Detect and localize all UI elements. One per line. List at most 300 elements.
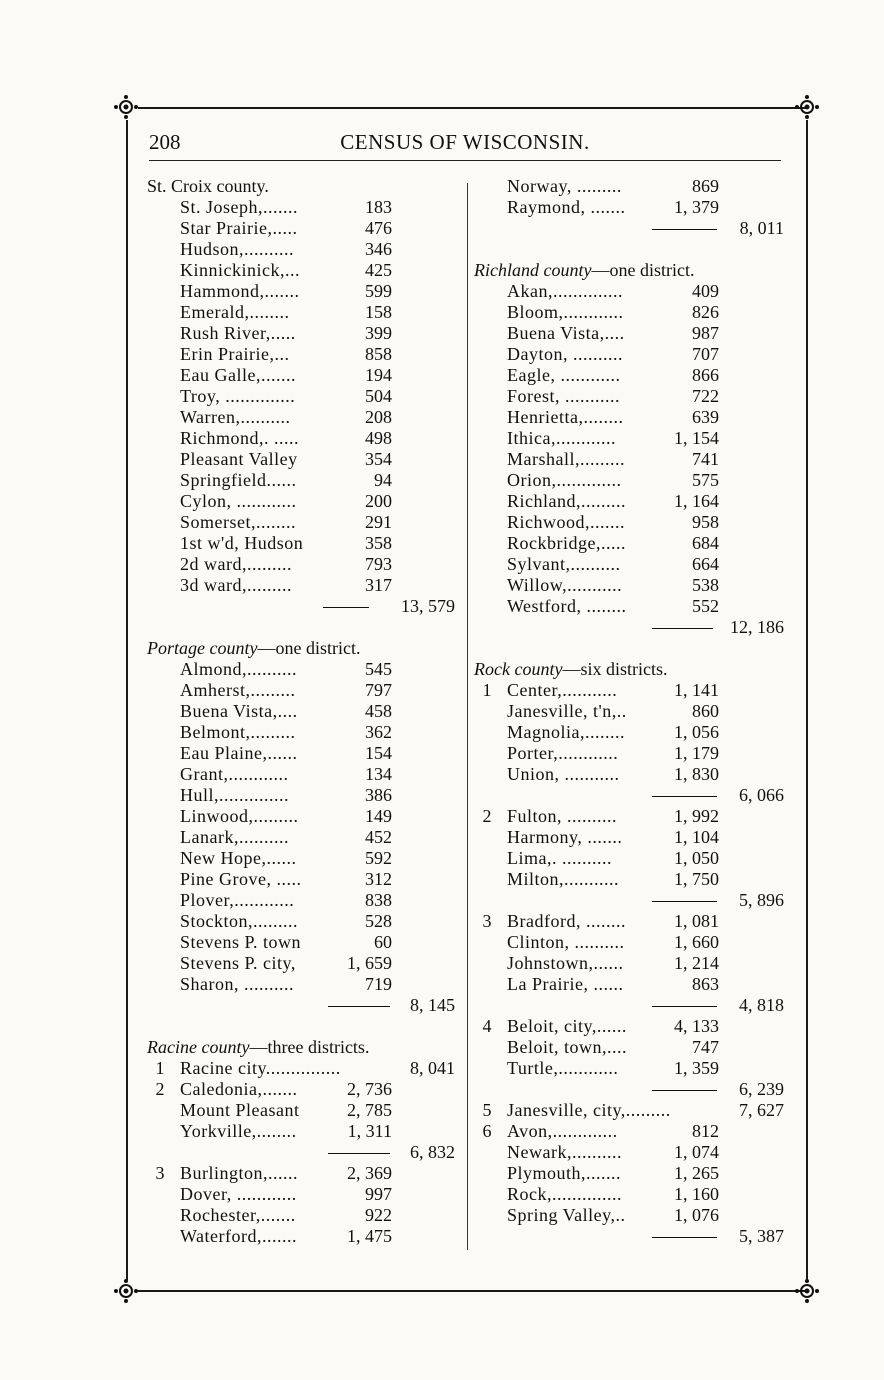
population-value: 1, 074 [674, 1142, 719, 1162]
page-number: 208 [149, 130, 181, 154]
town-name: Plover,............ [180, 890, 295, 910]
table-row [147, 722, 457, 743]
table-row [474, 449, 786, 470]
table-row [147, 974, 457, 995]
table-row [147, 260, 457, 281]
table-row [474, 554, 786, 575]
population-value: 2, 369 [347, 1163, 392, 1183]
header-rule [149, 160, 781, 161]
town-name: Stevens P. city, [180, 953, 296, 973]
table-row [147, 890, 457, 911]
town-name: Troy, .............. [180, 386, 296, 406]
town-name: Raymond, ....... [507, 197, 626, 217]
table-row [147, 386, 457, 407]
town-name: Grant,............ [180, 764, 289, 784]
population-value: 200 [365, 491, 392, 511]
town-name: Pine Grove, ..... [180, 869, 302, 889]
table-row [474, 1037, 786, 1058]
subtotal-rule [652, 1006, 717, 1007]
subtotal-rule [652, 1090, 717, 1091]
population-value: 2, 736 [347, 1079, 392, 1099]
subtotal-row [474, 785, 786, 806]
subtotal-rule [323, 607, 369, 608]
town-name: Stevens P. town [180, 932, 302, 952]
subtotal-row [474, 890, 786, 911]
population-value: 741 [692, 449, 719, 469]
district-count: —six districts. [562, 659, 668, 679]
town-name: 2d ward,......... [180, 554, 292, 574]
population-value: 2, 785 [347, 1100, 392, 1120]
population-value: 869 [692, 176, 719, 196]
table-row [474, 596, 786, 617]
population-value: 158 [365, 302, 392, 322]
table-row [474, 197, 786, 218]
table-row [147, 953, 457, 974]
town-name: St. Joseph,....... [180, 197, 299, 217]
table-row [474, 491, 786, 512]
county-heading-text [147, 1037, 369, 1058]
population-value: 7, 627 [739, 1100, 784, 1120]
table-row [474, 743, 786, 764]
town-name: Eau Galle,....... [180, 365, 296, 385]
town-name: Henrietta,........ [507, 407, 624, 427]
town-name: Magnolia,........ [507, 722, 625, 742]
town-name: Beloit, town,.... [507, 1037, 627, 1057]
district-number: 2 [155, 1079, 165, 1099]
town-name: Cylon, ............ [180, 491, 297, 511]
subtotal-row [474, 617, 786, 638]
left-column [147, 176, 457, 1247]
town-name: Belmont,......... [180, 722, 296, 742]
population-value: 987 [692, 323, 719, 343]
table-row [474, 281, 786, 302]
population-value: 797 [365, 680, 392, 700]
subtotal-value: 5, 896 [739, 890, 784, 910]
subtotal-row [474, 218, 786, 239]
population-value: 1, 830 [674, 764, 719, 784]
town-name: Clinton, .......... [507, 932, 625, 952]
town-name: Star Prairie,..... [180, 218, 298, 238]
town-name: Lima,. .......... [507, 848, 612, 868]
table-row [147, 827, 457, 848]
county-heading-text: St. Croix county. [147, 176, 269, 196]
county-heading-text [474, 260, 694, 281]
county-name: Racine county [147, 1037, 250, 1057]
population-value: 684 [692, 533, 719, 553]
population-value: 154 [365, 743, 392, 763]
population-value: 409 [692, 281, 719, 301]
town-name: Rush River,..... [180, 323, 296, 343]
district-count: —one district. [591, 260, 695, 280]
corner-ornament-icon [113, 1278, 139, 1304]
town-name: Stockton,......... [180, 911, 299, 931]
population-value: 386 [365, 785, 392, 805]
population-value: 1, 076 [674, 1205, 719, 1225]
town-name: Newark,.......... [507, 1142, 622, 1162]
table-row [474, 428, 786, 449]
town-name: Union, ........... [507, 764, 620, 784]
town-name: Eau Plaine,...... [180, 743, 298, 763]
town-name: Bradford, ........ [507, 911, 626, 931]
table-row [147, 1079, 457, 1100]
population-value: 1, 214 [674, 953, 719, 973]
table-row [474, 176, 786, 197]
table-row [474, 302, 786, 323]
population-value: 362 [365, 722, 392, 742]
town-name: Center,........... [507, 680, 618, 700]
county-heading [147, 1037, 457, 1058]
population-value: 592 [365, 848, 392, 868]
table-row [474, 512, 786, 533]
population-value: 528 [365, 911, 392, 931]
table-row [474, 344, 786, 365]
town-name: Avon,............. [507, 1121, 618, 1141]
subtotal-value: 4, 818 [739, 995, 784, 1015]
town-name: Hull,.............. [180, 785, 290, 805]
town-name: Rochester,....... [180, 1205, 296, 1225]
town-name: Plymouth,....... [507, 1163, 622, 1183]
table-row [147, 428, 457, 449]
town-name: Springfield...... [180, 470, 297, 490]
table-row [147, 575, 457, 596]
district-number: 6 [482, 1121, 492, 1141]
county-name: Rock county [474, 659, 563, 679]
county-heading [474, 260, 786, 281]
table-row [147, 659, 457, 680]
district-number: 4 [482, 1016, 492, 1036]
town-name: Buena Vista,.... [507, 323, 625, 343]
table-row [474, 1205, 786, 1226]
table-row [147, 848, 457, 869]
subtotal-rule [652, 628, 713, 629]
subtotal-row [147, 596, 457, 617]
town-name: Akan,.............. [507, 281, 623, 301]
table-row [474, 365, 786, 386]
table-row [147, 239, 457, 260]
table-row [474, 974, 786, 995]
town-name: Turtle,............ [507, 1058, 619, 1078]
population-value: 476 [365, 218, 392, 238]
population-value: 425 [365, 260, 392, 280]
town-name: Janesville, t'n,.. [507, 701, 627, 721]
population-value: 354 [365, 449, 392, 469]
town-name: Sylvant,.......... [507, 554, 621, 574]
town-name: Sharon, .......... [180, 974, 294, 994]
spacer [474, 638, 786, 659]
table-row [474, 701, 786, 722]
table-row [147, 470, 457, 491]
county-heading-text [147, 638, 360, 659]
subtotal-value: 8, 145 [410, 995, 455, 1015]
population-value: 1, 311 [347, 1121, 392, 1141]
table-row [147, 806, 457, 827]
population-value: 1, 081 [674, 911, 719, 931]
town-name: Fulton, .......... [507, 806, 618, 826]
population-value: 1, 160 [674, 1184, 719, 1204]
district-count: —one district. [257, 638, 361, 658]
town-name: Janesville, city,......... [507, 1100, 671, 1120]
subtotal-value: 5, 387 [739, 1226, 784, 1246]
population-value: 812 [692, 1121, 719, 1141]
table-row [147, 869, 457, 890]
town-name: Marshall,......... [507, 449, 625, 469]
table-row [147, 218, 457, 239]
town-name: Richmond,. ..... [180, 428, 299, 448]
corner-ornament-icon [113, 94, 139, 120]
population-value: 1, 050 [674, 848, 719, 868]
county-heading [147, 638, 457, 659]
table-row [147, 743, 457, 764]
corner-ornament-icon [794, 94, 820, 120]
table-row [147, 1100, 457, 1121]
right-column [474, 176, 786, 1247]
town-name: Somerset,........ [180, 512, 296, 532]
population-value: 826 [692, 302, 719, 322]
town-name: Milton,........... [507, 869, 620, 889]
population-value: 1, 164 [674, 491, 719, 511]
town-name: Rock,.............. [507, 1184, 622, 1204]
population-value: 545 [365, 659, 392, 679]
corner-ornament-icon [794, 1278, 820, 1304]
subtotal-value: 13, 579 [401, 596, 455, 616]
table-row [474, 827, 786, 848]
town-name: Orion,............. [507, 470, 622, 490]
table-row [147, 281, 457, 302]
subtotal-row [474, 1079, 786, 1100]
population-value: 722 [692, 386, 719, 406]
population-value: 458 [365, 701, 392, 721]
table-row [147, 197, 457, 218]
subtotal-row [474, 995, 786, 1016]
population-value: 1, 379 [674, 197, 719, 217]
table-row [474, 932, 786, 953]
table-row [474, 407, 786, 428]
table-row [474, 1163, 786, 1184]
population-value: 664 [692, 554, 719, 574]
population-value: 1, 179 [674, 743, 719, 763]
district-number: 1 [482, 680, 492, 700]
town-name: Almond,.......... [180, 659, 298, 679]
town-name: La Prairie, ...... [507, 974, 624, 994]
population-value: 1, 141 [674, 680, 719, 700]
town-name: Linwood,......... [180, 806, 299, 826]
district-number: 1 [155, 1058, 165, 1078]
population-value: 399 [365, 323, 392, 343]
subtotal-rule [652, 796, 717, 797]
town-name: Eagle, ............ [507, 365, 621, 385]
subtotal-rule [328, 1006, 390, 1007]
town-name: Porter,............ [507, 743, 619, 763]
town-name: Westford, ........ [507, 596, 627, 616]
town-name: Richland,......... [507, 491, 626, 511]
town-name: Yorkville,........ [180, 1121, 297, 1141]
town-name: Norway, ......... [507, 176, 622, 196]
population-value: 1, 750 [674, 869, 719, 889]
subtotal-rule [652, 901, 717, 902]
population-value: 1, 104 [674, 827, 719, 847]
table-row [474, 722, 786, 743]
table-row [147, 323, 457, 344]
town-name: 1st w'd, Hudson [180, 533, 304, 553]
population-value: 863 [692, 974, 719, 994]
spacer [147, 1016, 457, 1037]
town-name: Bloom,............ [507, 302, 624, 322]
town-name: Racine city............... [180, 1058, 341, 1078]
population-value: 1, 359 [674, 1058, 719, 1078]
population-value: 452 [365, 827, 392, 847]
table-row [474, 1142, 786, 1163]
population-value: 60 [374, 932, 392, 952]
table-row [147, 1163, 457, 1184]
population-value: 183 [365, 197, 392, 217]
border-bottom [138, 1290, 806, 1292]
population-value: 1, 056 [674, 722, 719, 742]
population-value: 498 [365, 428, 392, 448]
table-row [147, 407, 457, 428]
population-value: 208 [365, 407, 392, 427]
border-left [126, 120, 128, 1280]
page-header [149, 124, 781, 158]
table-row [474, 470, 786, 491]
town-name: New Hope,...... [180, 848, 297, 868]
running-title: CENSUS OF WISCONSIN. [340, 130, 590, 154]
population-value: 134 [365, 764, 392, 784]
table-row [147, 764, 457, 785]
population-value: 793 [365, 554, 392, 574]
population-value: 858 [365, 344, 392, 364]
table-row [474, 1058, 786, 1079]
population-value: 194 [365, 365, 392, 385]
subtotal-rule [328, 1153, 390, 1154]
population-value: 1, 475 [347, 1226, 392, 1246]
subtotal-value: 6, 832 [410, 1142, 455, 1162]
table-row [474, 911, 786, 932]
table-row [147, 533, 457, 554]
county-name: Richland county [474, 260, 592, 280]
border-right [806, 120, 808, 1280]
population-value: 838 [365, 890, 392, 910]
town-name: Pleasant Valley [180, 449, 298, 469]
table-row [474, 764, 786, 785]
town-name: Ithica,............ [507, 428, 616, 448]
table-row [147, 680, 457, 701]
table-row [147, 302, 457, 323]
table-row [147, 701, 457, 722]
district-count: —three districts. [249, 1037, 370, 1057]
district-number: 5 [482, 1100, 492, 1120]
population-value: 860 [692, 701, 719, 721]
town-name: Rockbridge,..... [507, 533, 626, 553]
population-value: 719 [365, 974, 392, 994]
population-value: 94 [374, 470, 392, 490]
town-name: Waterford,....... [180, 1226, 298, 1246]
spacer [147, 617, 457, 638]
subtotal-row [147, 995, 457, 1016]
town-name: Erin Prairie,... [180, 344, 290, 364]
subtotal-value: 12, 186 [730, 617, 784, 637]
table-row [147, 1226, 457, 1247]
town-name: Kinnickinick,... [180, 260, 300, 280]
population-value: 1, 660 [674, 932, 719, 952]
county-heading [147, 176, 457, 197]
population-value: 1, 992 [674, 806, 719, 826]
town-name: Mount Pleasant [180, 1100, 300, 1120]
district-number: 3 [155, 1163, 165, 1183]
table-row [474, 869, 786, 890]
population-value: 149 [365, 806, 392, 826]
table-row [147, 365, 457, 386]
table-row [147, 1205, 457, 1226]
district-number: 3 [482, 911, 492, 931]
town-name: Warren,.......... [180, 407, 291, 427]
table-row [147, 491, 457, 512]
table-row [474, 848, 786, 869]
table-row [147, 449, 457, 470]
table-row [147, 344, 457, 365]
table-row [474, 1121, 786, 1142]
population-value: 291 [365, 512, 392, 532]
population-value: 922 [365, 1205, 392, 1225]
table-row [147, 932, 457, 953]
subtotal-rule [652, 229, 717, 230]
table-row [474, 1100, 786, 1121]
subtotal-value: 6, 239 [739, 1079, 784, 1099]
subtotal-rule [652, 1237, 717, 1238]
population-value: 4, 133 [674, 1016, 719, 1036]
population-value: 1, 265 [674, 1163, 719, 1183]
population-value: 8, 041 [410, 1058, 455, 1078]
table-row [147, 911, 457, 932]
table-row [474, 1184, 786, 1205]
town-name: Forest, ........... [507, 386, 620, 406]
table-row [474, 533, 786, 554]
county-name: Portage county [147, 638, 258, 658]
population-value: 747 [692, 1037, 719, 1057]
population-value: 504 [365, 386, 392, 406]
population-value: 552 [692, 596, 719, 616]
population-value: 575 [692, 470, 719, 490]
population-value: 317 [365, 575, 392, 595]
subtotal-value: 6, 066 [739, 785, 784, 805]
population-value: 358 [365, 533, 392, 553]
town-name: Emerald,........ [180, 302, 290, 322]
subtotal-row [474, 1226, 786, 1247]
table-row [147, 1058, 457, 1079]
population-value: 346 [365, 239, 392, 259]
town-name: Dover, ............ [180, 1184, 297, 1204]
town-name: Burlington,...... [180, 1163, 299, 1183]
table-row [474, 953, 786, 974]
town-name: Hammond,....... [180, 281, 300, 301]
population-value: 599 [365, 281, 392, 301]
spacer [474, 239, 786, 260]
column-divider [467, 183, 468, 1250]
population-value: 312 [365, 869, 392, 889]
population-value: 707 [692, 344, 719, 364]
table-row [147, 1121, 457, 1142]
table-row [147, 512, 457, 533]
town-name: 3d ward,......... [180, 575, 292, 595]
population-value: 997 [365, 1184, 392, 1204]
table-row [474, 806, 786, 827]
town-name: Buena Vista,.... [180, 701, 298, 721]
table-row [474, 1016, 786, 1037]
town-name: Hudson,.......... [180, 239, 295, 259]
town-name: Dayton, .......... [507, 344, 623, 364]
table-row [147, 554, 457, 575]
population-value: 1, 154 [674, 428, 719, 448]
population-value: 1, 659 [347, 953, 392, 973]
